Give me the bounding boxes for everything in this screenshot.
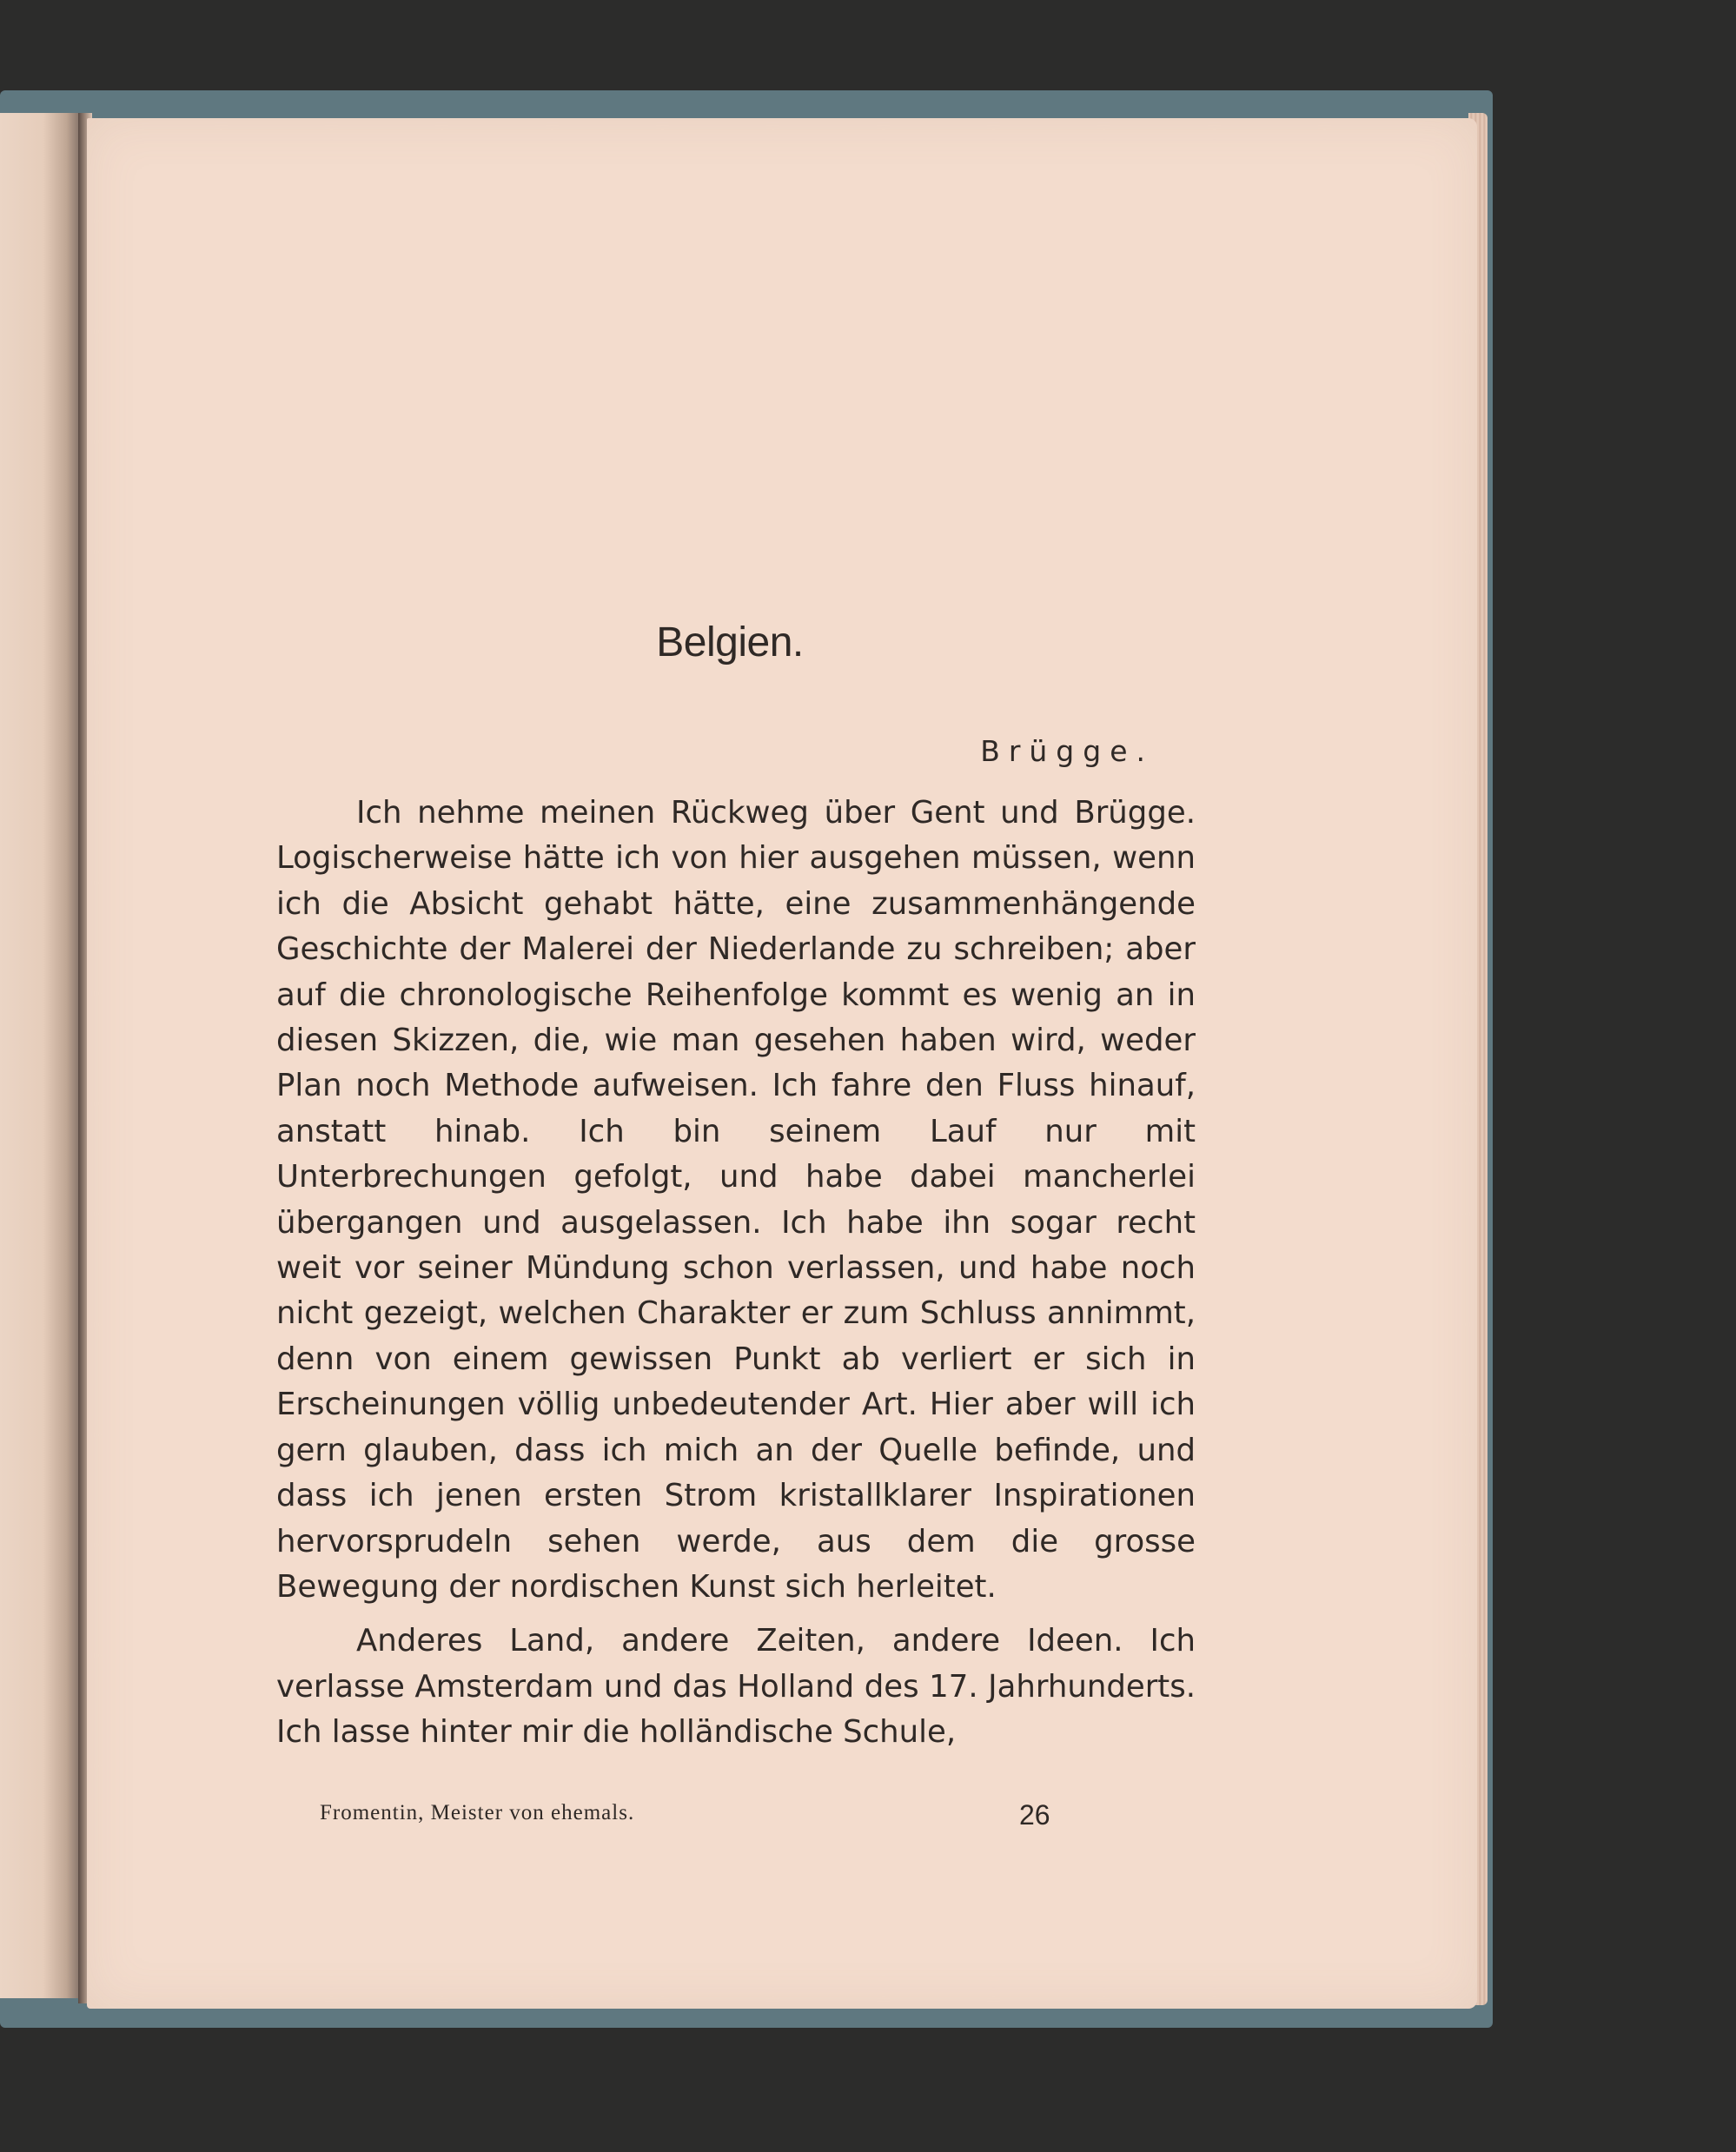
left-page-edge [0, 113, 78, 1998]
body-text [276, 791, 1196, 1756]
paragraph: Anderes Land, andere Zeiten, andere Ideen. Ich verlasse Amsterdam und das Holland des 17. Jahrhunderts. Ich lasse hinter mir die holländische Schule, [276, 1623, 1196, 1751]
page-footer [320, 1801, 1102, 1841]
footer-source: Fromentin, Meister von ehemals. [320, 1801, 635, 1824]
section-heading: Brügge. [980, 734, 1154, 768]
paragraph: Ich nehme meinen Rückweg über Gent und Brügge. Logischerweise hätte ich von hier ausgehen müssen, wenn ich die Absicht gehabt hätte, eine zusammenhängende Geschichte der Malerei der Niederlande zu schreiben; aber auf die chronologische Reihenfolge kommt es wenig an in diesen Skizzen, die, wie man gesehen haben wird, weder Plan noch Methode aufweisen. Ich fahre den Fluss hinauf, anstatt hinab. Ich bin seinem Lauf nur mit Unterbrechungen gefolgt, und habe dabei mancherlei übergangen und ausgelassen. Ich habe ihn sogar recht weit vor seiner Mündung schon verlassen, und habe noch nicht gezeigt, welchen Charakter er zum Schluss annimmt, denn von einem gewissen Punkt ab verliert er sich in Erscheinungen völlig unbedeutender Art. Hier aber will ich gern glauben, dass ich mich an der Quelle befinde, und dass ich jenen ersten Strom kristallklarer Inspirationen hervorsprudeln sehen werde, aus dem die grosse Bewegung der nordischen Kunst sich herleitet. [276, 795, 1196, 1605]
chapter-heading: Belgien. [656, 619, 804, 665]
signature-mark: 26 [1019, 1799, 1050, 1831]
